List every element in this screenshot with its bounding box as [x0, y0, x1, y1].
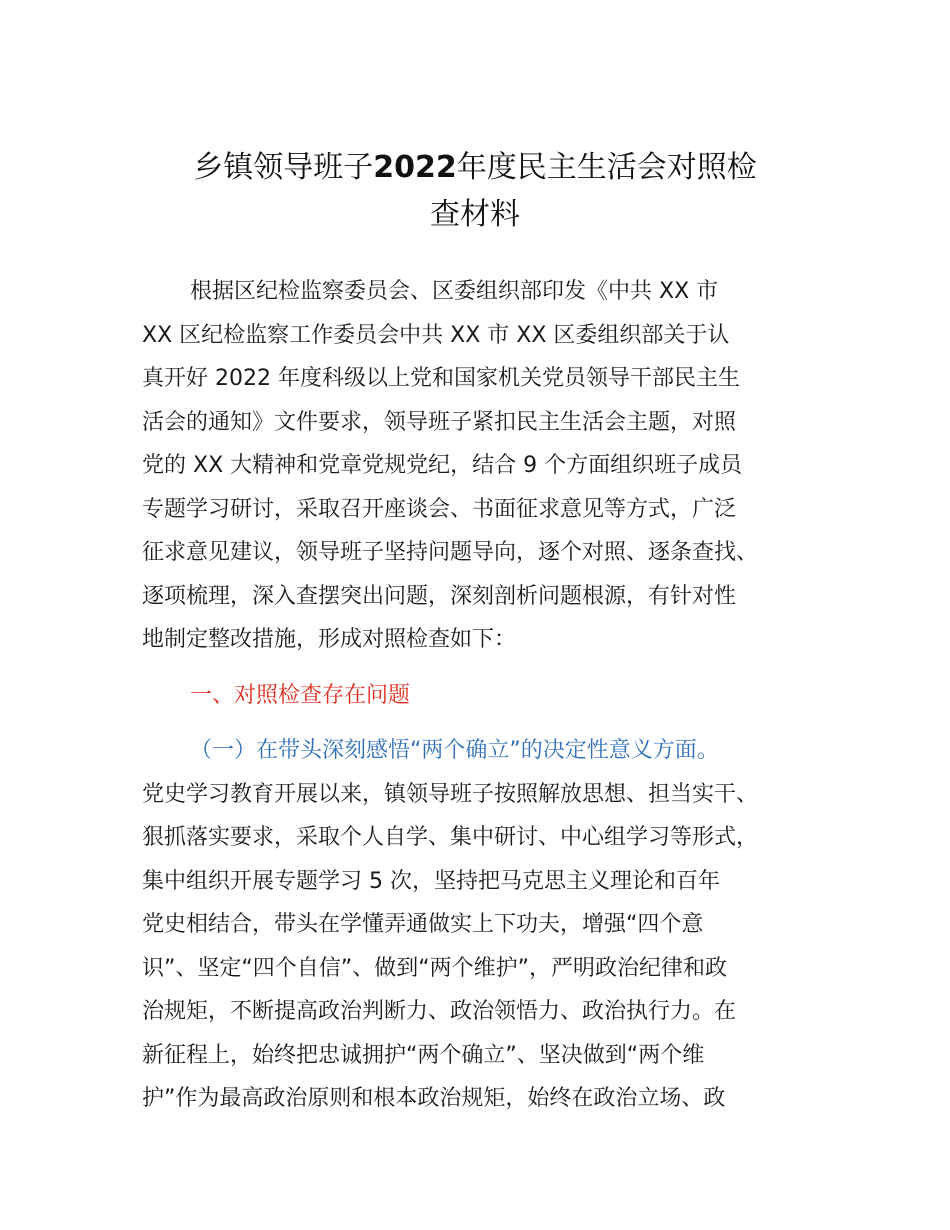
section-line: 护”作为最高政治原则和根本政治规矩，始终在政治立场、政 [142, 1086, 726, 1111]
intro-line: 根据区纪检监察委员会、区委组织部印发《中共 XX 市 [190, 279, 719, 304]
intro-line: 征求意见建议，领导班子坚持问题导向，逐个对照、逐条查找、 [142, 540, 759, 565]
intro-line: XX 区纪检监察工作委员会中共 XX 市 XX 区委组织部关于认 [142, 322, 730, 348]
subsection-heading: （一）在带头深刻感悟“两个确立”的决定性意义方面。 [190, 738, 719, 763]
intro-line: 真开好 2022 年度科级以上党和国家机关党员领导干部民主生 [142, 366, 740, 391]
section-line: 新征程上，始终把忠诚拥护“两个确立”、坚决做到“两个维 [142, 1042, 705, 1068]
title-prefix: 乡镇领导班子 [193, 150, 374, 185]
intro-line: 专题学习研讨，采取召开座谈会、书面征求意见等方式，广泛 [142, 496, 737, 522]
section-line: 狠抓落实要求，采取个人自学、集中研讨、中心组学习等形式， [142, 825, 759, 850]
intro-line: 活会的通知》文件要求，领导班子紧扣民主生活会主题，对照 [142, 409, 737, 435]
document-title [100, 144, 850, 238]
title-year: 2022 [373, 150, 457, 185]
document-body [142, 270, 842, 1121]
title-suffix: 年度民主生活会对照检 [456, 150, 757, 185]
section-line: 党史学习教育开展以来，镇领导班子按照解放思想、担当实干、 [142, 781, 759, 807]
title-line-2: 查材料 [430, 197, 520, 232]
title-line-1 [100, 144, 850, 191]
section-line: 集中组织开展专题学习 5 次，坚持把马克思主义理论和百年 [142, 868, 720, 894]
section-paragraph [142, 729, 842, 1121]
section-line: 识”、坚定“四个自信”、做到“两个维护”，严明政治纪律和政 [142, 955, 727, 981]
intro-line: 党的 XX 大精神和党章党规党纪，结合 9 个方面组织班子成员 [142, 453, 743, 478]
intro-line: 地制定整改措施，形成对照检查如下： [142, 627, 517, 652]
section-heading: 一、对照检查存在问题 [190, 682, 411, 708]
intro-paragraph [142, 270, 842, 662]
intro-line: 逐项梳理，深入查摆突出问题，深刻剖析问题根源，有针对性 [142, 583, 737, 609]
section-line: 治规矩，不断提高政治判断力、政治领悟力、政治执行力。在 [142, 999, 737, 1024]
section-line: 党史相结合，带头在学懂弄通做实上下功夫，增强“四个意 [142, 912, 704, 937]
